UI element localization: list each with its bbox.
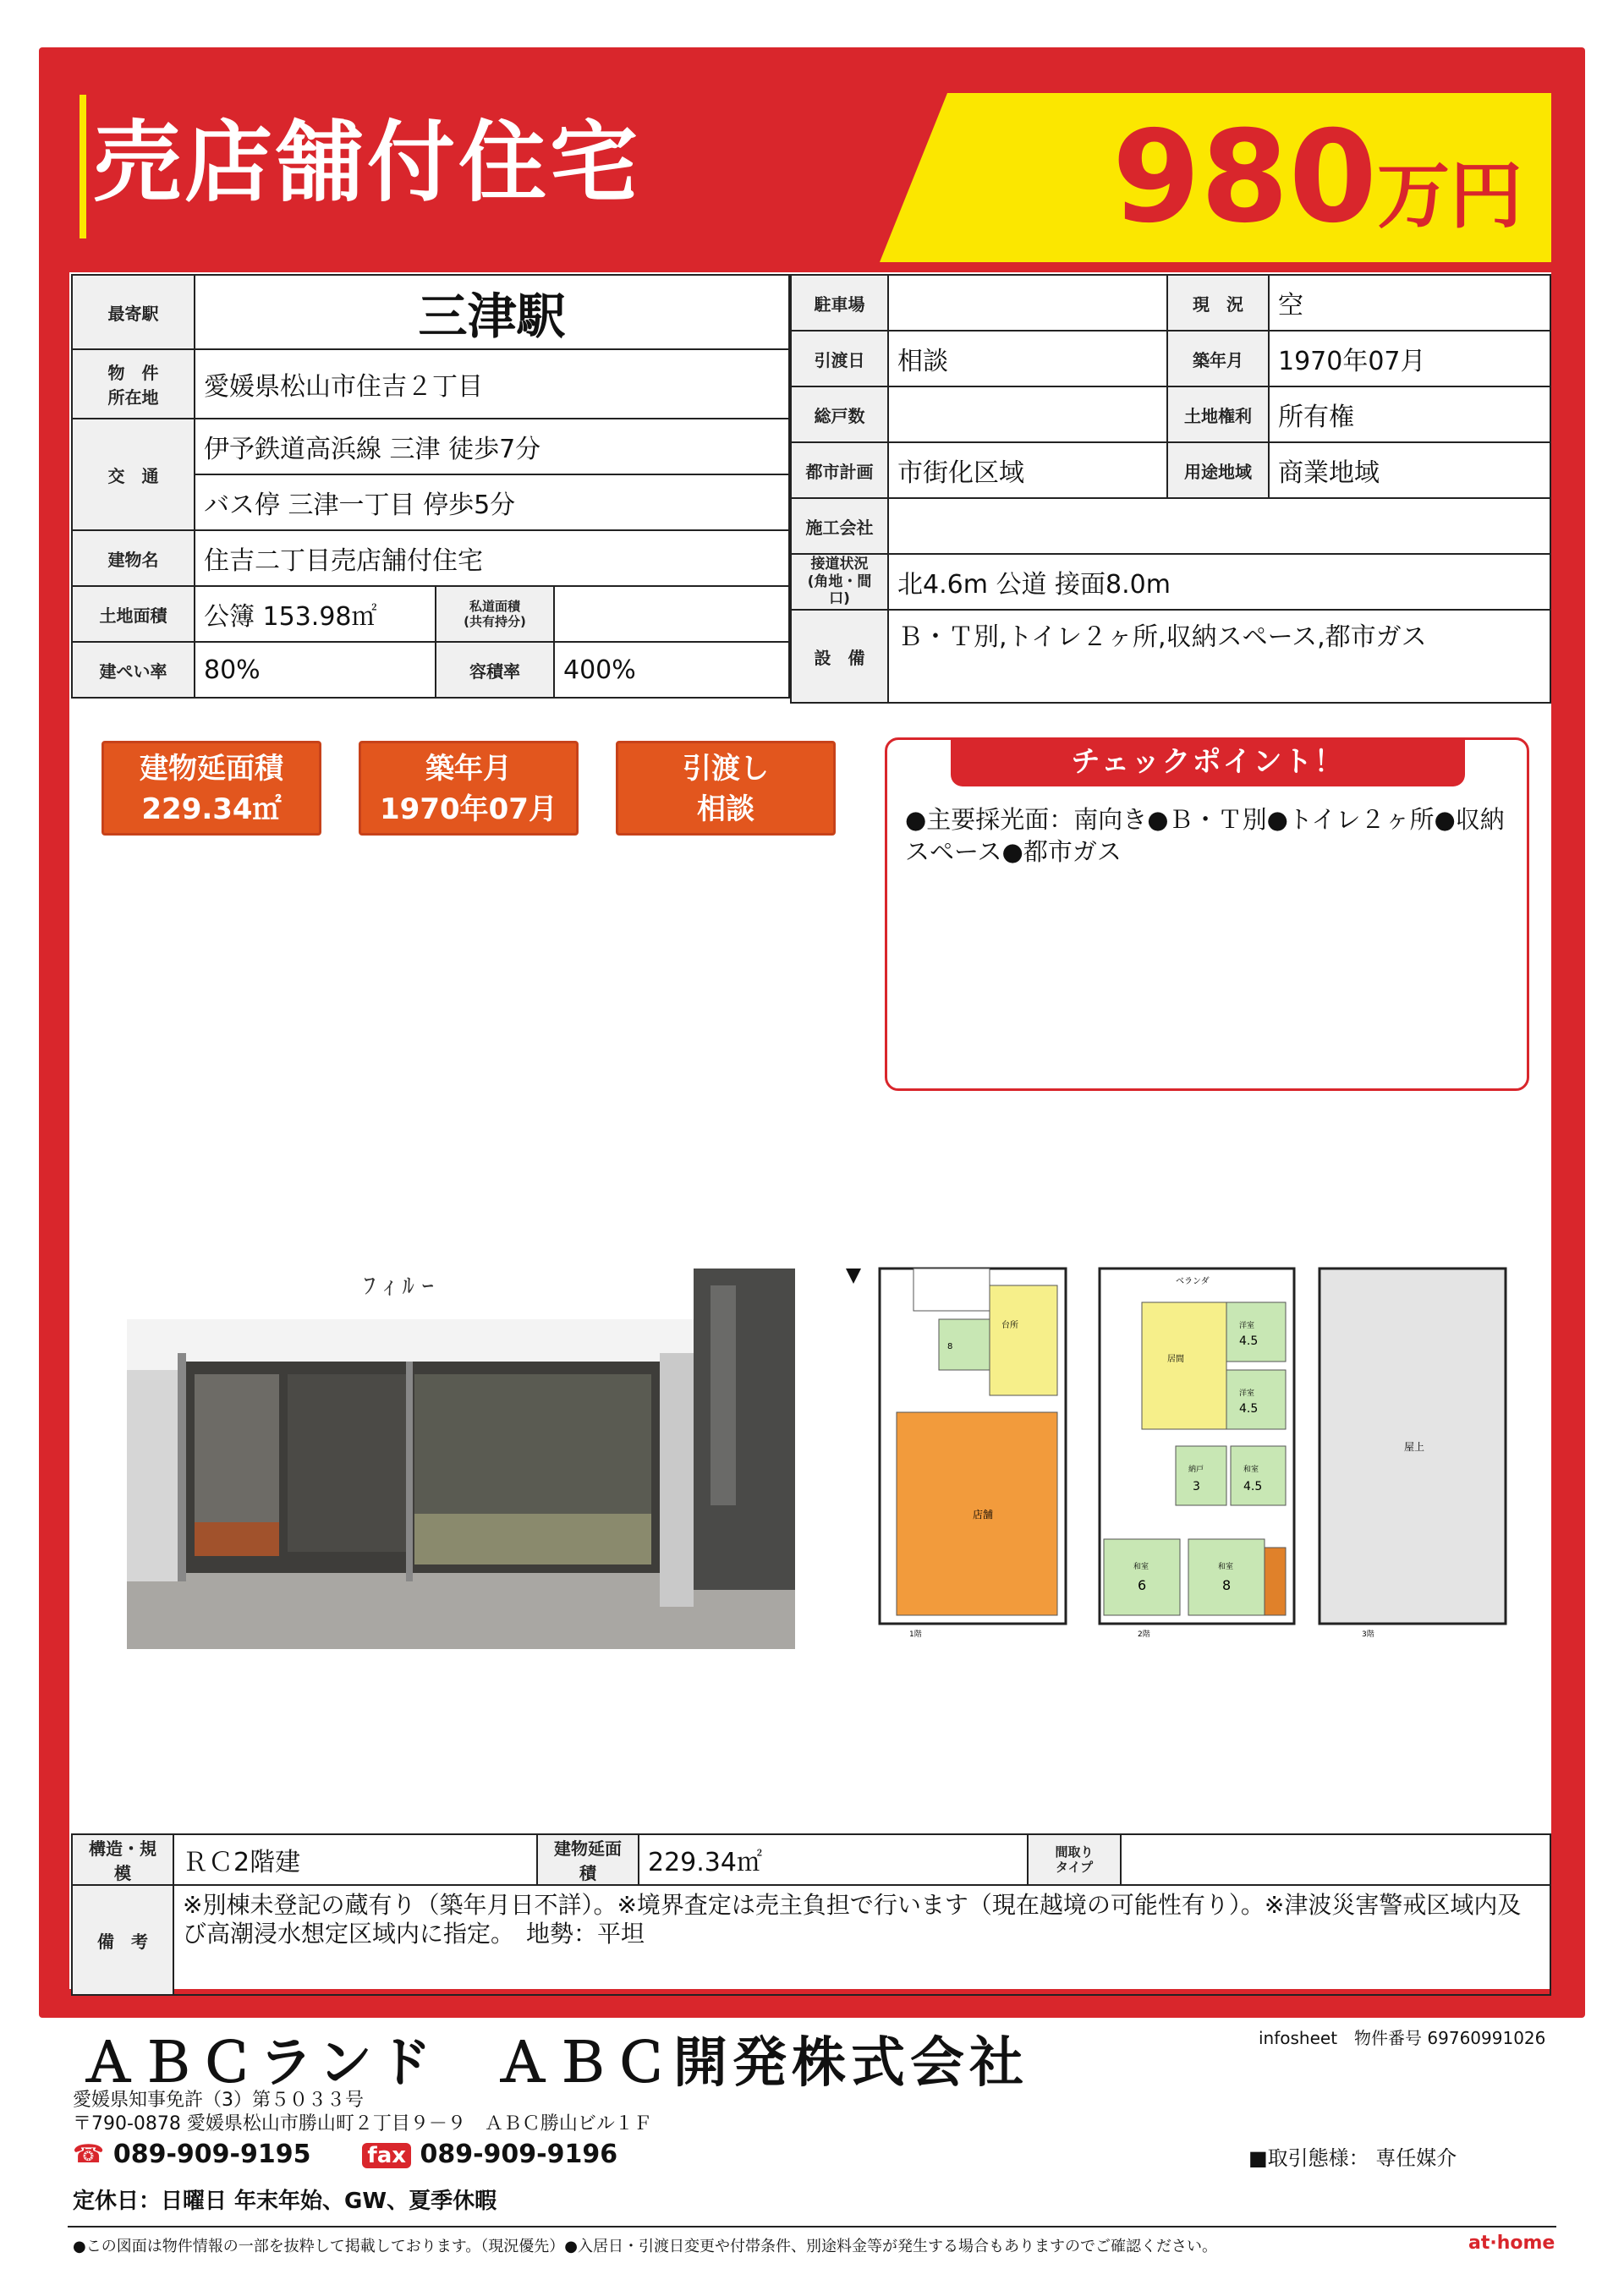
label-japanese1: 和室 bbox=[1243, 1466, 1259, 1474]
facilities-value: Ｂ・Ｔ別,トイレ２ヶ所,収納スペース,都市ガス bbox=[888, 610, 1550, 703]
floor-3: 3階 bbox=[1362, 1630, 1374, 1639]
label-western1-size: 4.5 bbox=[1239, 1334, 1259, 1348]
structure-label: 構造・規模 bbox=[72, 1834, 173, 1885]
athome-logo: at·home bbox=[1468, 2233, 1555, 2254]
tel-number[interactable]: 089-909-9195 bbox=[112, 2140, 311, 2169]
label-western1: 洋室 bbox=[1239, 1322, 1255, 1330]
floor-plan bbox=[846, 1260, 1522, 1658]
remarks-value: ※別棟未登記の蔵有り（築年月日不詳）。※境界査定は売主負担で行います（現在越境の可能性有り）。※津波災害警戒区域内及び高潮浸水想定区域内に指定。 地勢：平坦 bbox=[173, 1885, 1550, 1995]
fax-icon: fax bbox=[362, 2143, 411, 2168]
builder-value bbox=[888, 498, 1550, 554]
city-plan-label: 都市計画 bbox=[791, 442, 888, 498]
box-handover bbox=[616, 741, 836, 836]
checkpoint-title: チェックポイント！ bbox=[951, 737, 1465, 786]
station-label: 最寄駅 bbox=[72, 275, 195, 349]
structure-value: ＲＣ2階建 bbox=[173, 1834, 537, 1885]
label-japanese3: 和室 bbox=[1218, 1563, 1234, 1571]
box-handover-value: 相談 bbox=[697, 792, 754, 826]
label-shop: 店舗 bbox=[973, 1509, 994, 1521]
road-label: 接道状況 (角地・間口) bbox=[791, 554, 888, 610]
box-handover-label: 引渡し bbox=[683, 752, 769, 786]
label-western2-size: 4.5 bbox=[1239, 1402, 1259, 1416]
units-label: 総戸数 bbox=[791, 386, 888, 442]
infosheet-id: infosheet 物件番号 69760991026 bbox=[1259, 2028, 1546, 2048]
checkpoint-text: ●主要採光面：南向き●Ｂ・Ｔ別●トイレ２ヶ所●収納スペース●都市ガス bbox=[905, 805, 1505, 866]
label-storage-size: 3 bbox=[1193, 1480, 1200, 1493]
city-plan-value: 市街化区域 bbox=[888, 442, 1167, 498]
box-built bbox=[359, 741, 579, 836]
builder-label: 施工会社 bbox=[791, 498, 888, 554]
remarks-label: 備 考 bbox=[72, 1885, 173, 1995]
box-built-label: 築年月 bbox=[425, 752, 512, 786]
box-floor-area-value: 229.34㎡ bbox=[141, 792, 282, 826]
handover-label: 引渡日 bbox=[791, 331, 888, 386]
transport-line2: バス停 三津一丁目 停歩5分 bbox=[195, 474, 789, 530]
label-kitchen: 8 bbox=[947, 1342, 953, 1351]
holidays: 定休日：日曜日 年末年始、GW、夏季休暇 bbox=[73, 2189, 497, 2214]
label-japanese2-size: 6 bbox=[1138, 1577, 1147, 1593]
status-label: 現 況 bbox=[1167, 275, 1269, 331]
structure-table bbox=[71, 1833, 1551, 1996]
built-value: 1970年07月 bbox=[1269, 331, 1550, 386]
parking-label: 駐車場 bbox=[791, 275, 888, 331]
facilities-label: 設 備 bbox=[791, 610, 888, 703]
floor-area-value: 229.34㎡ bbox=[639, 1834, 1028, 1885]
box-floor-area bbox=[102, 741, 321, 836]
land-area-value: 公簿 153.98㎡ bbox=[195, 586, 436, 642]
fax-number: 089-909-9196 bbox=[420, 2140, 618, 2169]
built-label: 築年月 bbox=[1167, 331, 1269, 386]
land-area-label: 土地面積 bbox=[72, 586, 195, 642]
phone-icon: ☎ bbox=[73, 2140, 105, 2169]
title-accent bbox=[80, 95, 86, 238]
land-right-label: 土地権利 bbox=[1167, 386, 1269, 442]
company-address: 〒790-0878 愛媛県松山市勝山町２丁目９－９ ＡＢＣ勝山ビル１Ｆ bbox=[73, 2113, 652, 2134]
disclaimer: ●この図面は物件情報の一部を抜粋して掲載しております。（現況優先）●入居日・引渡日変更や付帯条件、別途料金等が発生する場合もありますのでご確認ください。 bbox=[73, 2238, 1217, 2255]
yellow-tri bbox=[880, 93, 947, 262]
coverage-label: 建ぺい率 bbox=[72, 642, 195, 698]
license: 愛媛県知事免許（3）第５０３３号 bbox=[73, 2090, 364, 2111]
far-label: 容積率 bbox=[436, 642, 554, 698]
building-name-value: 住吉二丁目売店舗付住宅 bbox=[195, 530, 789, 586]
north-arrow-icon bbox=[846, 1269, 861, 1284]
floor-1: 1階 bbox=[909, 1630, 922, 1639]
parking-value bbox=[888, 275, 1167, 331]
floor-area-label: 建物延面積 bbox=[537, 1834, 639, 1885]
handover-value: 相談 bbox=[888, 331, 1167, 386]
footer-divider bbox=[68, 2226, 1556, 2228]
property-table-right bbox=[790, 274, 1551, 704]
layout-value bbox=[1121, 1834, 1550, 1885]
address-value: 愛媛県松山市住吉２丁目 bbox=[195, 349, 789, 419]
company-name: ＡＢＣランド ＡＢＣ開発株式会社 bbox=[81, 2032, 1029, 2095]
price-unit: 万円 bbox=[1377, 154, 1522, 238]
units-value bbox=[888, 386, 1167, 442]
label-western2: 洋室 bbox=[1239, 1389, 1255, 1398]
label-living: 居間 bbox=[1167, 1355, 1184, 1364]
zoning-label: 用途地域 bbox=[1167, 442, 1269, 498]
price bbox=[1111, 104, 1522, 251]
label-japanese1-size: 4.5 bbox=[1243, 1480, 1263, 1493]
label-japanese3-size: 8 bbox=[1222, 1577, 1232, 1593]
station-value: 三津駅 bbox=[195, 275, 789, 349]
building-name-label: 建物名 bbox=[72, 530, 195, 586]
transport-line1: 伊予鉄道高浜線 三津 徒歩7分 bbox=[195, 419, 789, 474]
status-value: 空 bbox=[1269, 275, 1550, 331]
floor-2: 2階 bbox=[1138, 1630, 1150, 1639]
far-value: 400% bbox=[554, 642, 789, 698]
box-floor-area-label: 建物延面積 bbox=[140, 752, 283, 786]
label-reception: 台所 bbox=[1001, 1321, 1018, 1330]
page-title: 売店舗付住宅 bbox=[93, 111, 642, 214]
svg-text:ﾌ ｨ ﾙ ｰ: ﾌ ｨ ﾙ ｰ bbox=[364, 1272, 434, 1300]
zoning-value: 商業地域 bbox=[1269, 442, 1550, 498]
label-veranda: ベランダ bbox=[1176, 1277, 1210, 1286]
broker-type: ■取引態様： 専任媒介 bbox=[1248, 2146, 1457, 2170]
phones bbox=[73, 2140, 617, 2169]
label-storage: 納戸 bbox=[1188, 1466, 1204, 1474]
layout-label: 間取り タイプ bbox=[1028, 1834, 1121, 1885]
address-label: 物 件 所在地 bbox=[72, 349, 195, 419]
checkpoint-box bbox=[885, 737, 1529, 1091]
private-road-value bbox=[554, 586, 789, 642]
road-value: 北4.6m 公道 接面8.0m bbox=[888, 554, 1550, 610]
land-right-value: 所有権 bbox=[1269, 386, 1550, 442]
property-table-left bbox=[71, 274, 790, 699]
transport-label: 交 通 bbox=[72, 419, 195, 530]
price-number: 980 bbox=[1111, 104, 1377, 251]
private-road-label: 私道面積 (共有持分) bbox=[436, 586, 554, 642]
label-japanese2: 和室 bbox=[1133, 1563, 1149, 1571]
coverage-value: 80% bbox=[195, 642, 436, 698]
storefront-photo bbox=[127, 1269, 795, 1649]
label-roof: 屋上 bbox=[1404, 1441, 1425, 1453]
box-built-value: 1970年07月 bbox=[380, 792, 557, 826]
